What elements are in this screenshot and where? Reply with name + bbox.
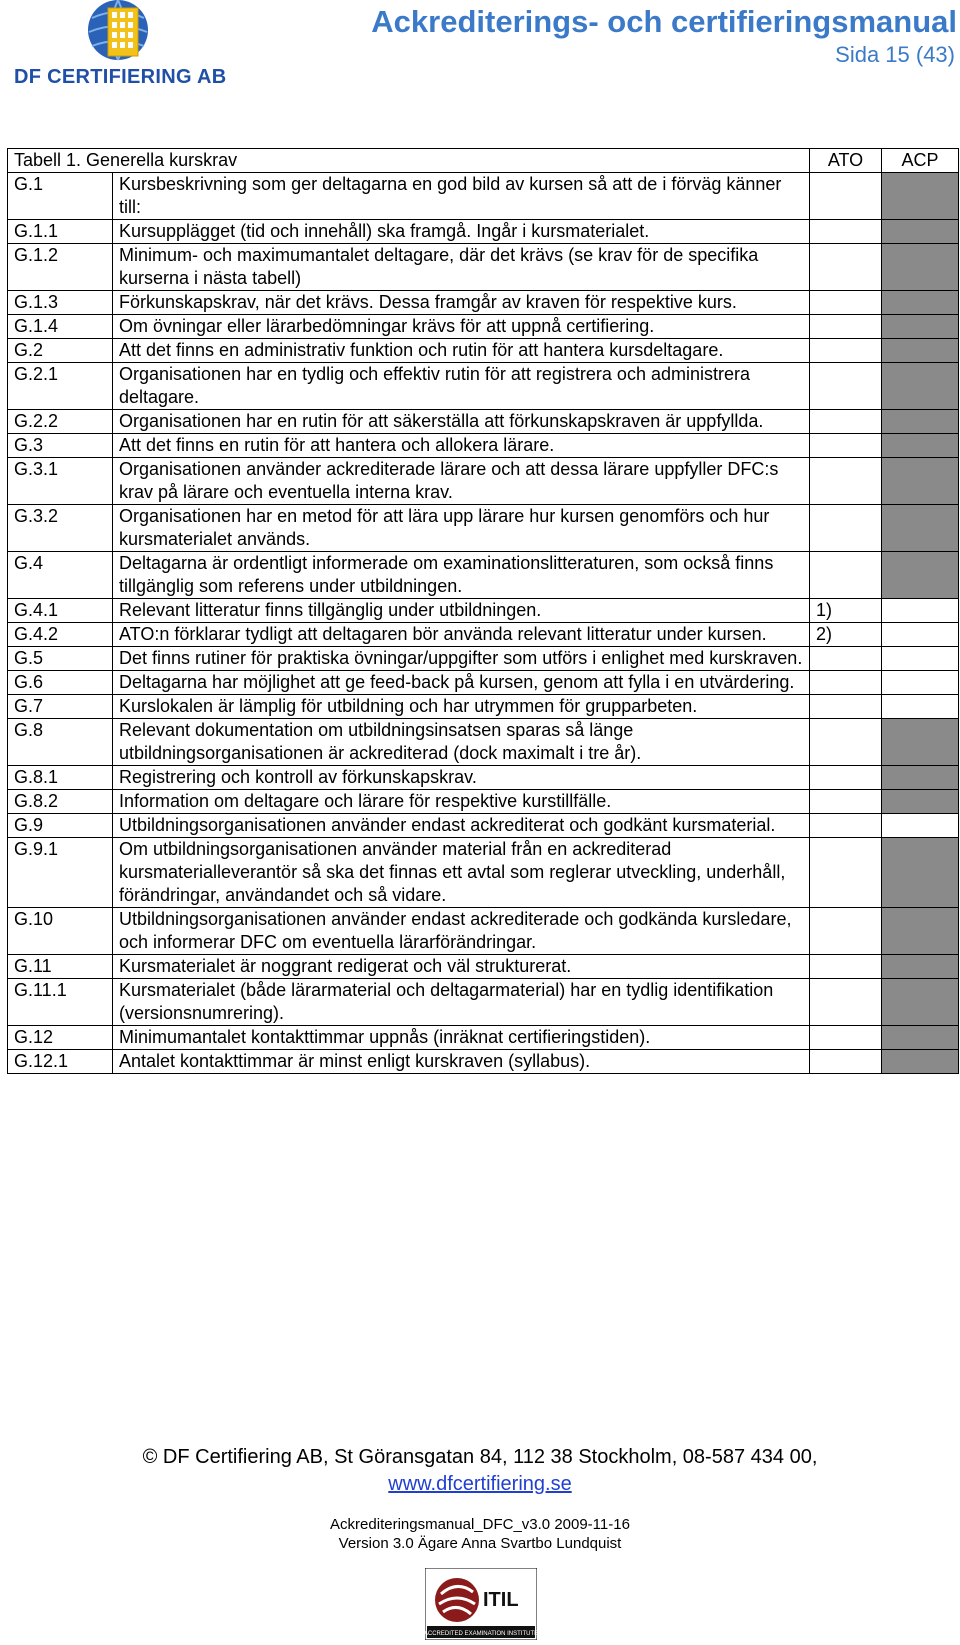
table-row: [8, 790, 959, 814]
ato-cell: [810, 695, 882, 719]
requirement-text: Organisationen har en rutin för att säkerställa att förkunskapskraven är uppfyllda.: [113, 410, 810, 434]
acp-cell: [882, 671, 959, 695]
requirement-text: Utbildningsorganisationen använder endast ackrediterat och godkänt kursmaterial.: [113, 814, 810, 838]
ato-cell: [810, 979, 882, 1026]
table-row: [8, 814, 959, 838]
requirement-text: Organisationen har en metod för att lära upp lärare hur kursen genomförs och hur kursmaterialet används.: [113, 505, 810, 552]
table-row: [8, 908, 959, 955]
acp-cell: [882, 410, 959, 434]
ato-cell: [810, 908, 882, 955]
ato-cell: [810, 671, 882, 695]
ato-cell: [810, 766, 882, 790]
table-row: [8, 719, 959, 766]
requirement-code: G.2.1: [8, 363, 113, 410]
requirement-text: Om utbildningsorganisationen använder material från en ackrediterad kursmaterialleverantör så ska det finnas ett avtal som reglerar utveckling, underhåll, förändringar, användandet och så vidare.: [113, 838, 810, 908]
ato-cell: [810, 244, 882, 291]
table-row: [8, 1050, 959, 1074]
acp-cell: [882, 623, 959, 647]
column-header-ato: ATO: [810, 149, 882, 173]
requirement-code: G.1.3: [8, 291, 113, 315]
requirement-code: G.8: [8, 719, 113, 766]
requirement-code: G.2: [8, 339, 113, 363]
table-row: [8, 671, 959, 695]
footer-address: © DF Certifiering AB, St Göransgatan 84, 112 38 Stockholm, 08-587 434 00,: [142, 1446, 818, 1468]
acp-cell: [882, 505, 959, 552]
table-row: [8, 623, 959, 647]
acp-cell: [882, 291, 959, 315]
requirement-code: G.1.1: [8, 220, 113, 244]
ato-cell: [810, 363, 882, 410]
ato-cell: [810, 315, 882, 339]
acp-cell: [882, 838, 959, 908]
requirement-code: G.11: [8, 955, 113, 979]
acp-cell: [882, 220, 959, 244]
table-row: [8, 505, 959, 552]
requirements-table: [7, 148, 959, 1074]
ato-cell: [810, 173, 882, 220]
acp-cell: [882, 599, 959, 623]
table-row: [8, 838, 959, 908]
acp-cell: [882, 244, 959, 291]
requirement-code: G.10: [8, 908, 113, 955]
ato-cell: [810, 552, 882, 599]
requirement-code: G.9: [8, 814, 113, 838]
table-row: [8, 363, 959, 410]
acp-cell: [882, 955, 959, 979]
requirement-text: Om övningar eller lärarbedömningar krävs för att uppnå certifiering.: [113, 315, 810, 339]
requirement-code: G.11.1: [8, 979, 113, 1026]
ato-cell: [810, 458, 882, 505]
requirement-code: G.5: [8, 647, 113, 671]
requirement-text: Minimum- och maximumantalet deltagare, där det krävs (se krav för de specifika kurserna i nästa tabell): [113, 244, 810, 291]
itil-swirl-icon: [435, 1578, 479, 1622]
requirement-text: Antalet kontakttimmar är minst enligt kurskraven (syllabus).: [113, 1050, 810, 1074]
requirement-text: Kurslokalen är lämplig för utbildning och har utrymmen för grupparbeten.: [113, 695, 810, 719]
table-row: [8, 647, 959, 671]
table-row: [8, 339, 959, 363]
requirement-code: G.12: [8, 1026, 113, 1050]
ato-cell: 2): [810, 623, 882, 647]
itil-subtext: ACCREDITED EXAMINATION INSTITUTE: [425, 1631, 537, 1637]
page-number: Sida 15 (43): [835, 42, 955, 67]
table-row: [8, 315, 959, 339]
column-header-acp: ACP: [882, 149, 959, 173]
ato-cell: [810, 434, 882, 458]
acp-cell: [882, 315, 959, 339]
requirement-code: G.8.2: [8, 790, 113, 814]
acp-cell: [882, 790, 959, 814]
requirement-text: ATO:n förklarar tydligt att deltagaren bör använda relevant litteratur under kursen.: [113, 623, 810, 647]
requirement-code: G.3.2: [8, 505, 113, 552]
table-caption: Tabell 1. Generella kurskrav: [8, 149, 810, 173]
ato-cell: [810, 410, 882, 434]
acp-cell: [882, 766, 959, 790]
ato-cell: [810, 838, 882, 908]
acp-cell: [882, 1050, 959, 1074]
table-row: [8, 220, 959, 244]
acp-cell: [882, 1026, 959, 1050]
acp-cell: [882, 647, 959, 671]
requirement-code: G.3: [8, 434, 113, 458]
requirement-text: Förkunskapskrav, när det krävs. Dessa framgår av kraven för respektive kurs.: [113, 291, 810, 315]
requirement-text: Organisationen använder ackrediterade lärare och att dessa lärare uppfyller DFC:s krav på lärare och eventuella interna krav.: [113, 458, 810, 505]
acp-cell: [882, 458, 959, 505]
table-row: [8, 955, 959, 979]
table-row: [8, 458, 959, 505]
requirement-text: Det finns rutiner för praktiska övningar/uppgifter som utförs i enlighet med kurskraven.: [113, 647, 810, 671]
acp-cell: [882, 719, 959, 766]
ato-cell: [810, 955, 882, 979]
requirement-code: G.7: [8, 695, 113, 719]
ato-cell: [810, 647, 882, 671]
requirement-code: G.12.1: [8, 1050, 113, 1074]
ato-cell: [810, 339, 882, 363]
table-row: [8, 291, 959, 315]
table-row: [8, 979, 959, 1026]
requirement-code: G.3.1: [8, 458, 113, 505]
requirement-code: G.1.2: [8, 244, 113, 291]
itil-badge: [425, 1568, 537, 1640]
requirement-code: G.4.2: [8, 623, 113, 647]
table-row: [8, 695, 959, 719]
table-row: [8, 173, 959, 220]
table-header-row: [8, 149, 959, 173]
ato-cell: [810, 719, 882, 766]
ato-cell: [810, 1050, 882, 1074]
requirement-text: Deltagarna har möjlighet att ge feed-back på kursen, genom att fylla i en utvärdering.: [113, 671, 810, 695]
requirement-text: Kursmaterialet är noggrant redigerat och väl strukturerat.: [113, 955, 810, 979]
acp-cell: [882, 695, 959, 719]
ato-cell: [810, 1026, 882, 1050]
company-logo: [14, 0, 234, 95]
acp-cell: [882, 339, 959, 363]
table-row: [8, 766, 959, 790]
footer-website-link[interactable]: www.dfcertifiering.se: [388, 1473, 572, 1495]
table-row: [8, 410, 959, 434]
requirement-text: Relevant dokumentation om utbildningsinsatsen sparas så länge utbildningsorganisationen är ackrediterad (dock maximalt i tre år).: [113, 719, 810, 766]
acp-cell: [882, 814, 959, 838]
requirement-text: Kursmaterialet (både lärarmaterial och deltagarmaterial) har en tydlig identifikation (versionsnumrering).: [113, 979, 810, 1026]
requirement-text: Att det finns en rutin för att hantera och allokera lärare.: [113, 434, 810, 458]
requirement-text: Organisationen har en tydlig och effektiv rutin för att registrera och administrera deltagare.: [113, 363, 810, 410]
acp-cell: [882, 363, 959, 410]
requirement-code: G.1.4: [8, 315, 113, 339]
requirements-table-body: [8, 149, 959, 1074]
company-name: DF CERTIFIERING AB: [14, 66, 227, 88]
acp-cell: [882, 979, 959, 1026]
footer-version: Version 3.0 Ägare Anna Svartbo Lundquist: [338, 1535, 622, 1552]
requirement-code: G.8.1: [8, 766, 113, 790]
requirement-text: Minimumantalet kontakttimmar uppnås (inräknat certifieringstiden).: [113, 1026, 810, 1050]
requirement-text: Att det finns en administrativ funktion och rutin för att hantera kursdeltagare.: [113, 339, 810, 363]
requirement-code: G.4.1: [8, 599, 113, 623]
requirement-text: Registrering och kontroll av förkunskapskrav.: [113, 766, 810, 790]
itil-text: ITIL: [483, 1589, 519, 1611]
document-title: Ackrediterings- och certifieringsmanual: [371, 4, 957, 39]
table-row: [8, 1026, 959, 1050]
ato-cell: [810, 505, 882, 552]
requirement-code: G.2.2: [8, 410, 113, 434]
ato-cell: [810, 220, 882, 244]
ato-cell: 1): [810, 599, 882, 623]
requirement-code: G.9.1: [8, 838, 113, 908]
requirement-text: Utbildningsorganisationen använder endast ackrediterade och godkända kursledare, och informerar DFC om eventuella lärarförändringar.: [113, 908, 810, 955]
table-row: [8, 244, 959, 291]
requirement-code: G.6: [8, 671, 113, 695]
ato-cell: [810, 814, 882, 838]
footer-doc-id: Ackrediteringsmanual_DFC_v3.0 2009-11-16: [330, 1516, 630, 1533]
ato-cell: [810, 291, 882, 315]
acp-cell: [882, 908, 959, 955]
requirement-text: Kursbeskrivning som ger deltagarna en god bild av kursen så att de i förväg känner till:: [113, 173, 810, 220]
acp-cell: [882, 434, 959, 458]
requirement-code: G.4: [8, 552, 113, 599]
table-row: [8, 552, 959, 599]
table-row: [8, 434, 959, 458]
table-row: [8, 599, 959, 623]
acp-cell: [882, 173, 959, 220]
requirement-text: Information om deltagare och lärare för respektive kurstillfälle.: [113, 790, 810, 814]
requirement-text: Relevant litteratur finns tillgänglig under utbildningen.: [113, 599, 810, 623]
acp-cell: [882, 552, 959, 599]
requirement-text: Kursupplägget (tid och innehåll) ska framgå. Ingår i kursmaterialet.: [113, 220, 810, 244]
ato-cell: [810, 790, 882, 814]
requirement-code: G.1: [8, 173, 113, 220]
requirement-text: Deltagarna är ordentligt informerade om examinationslitteraturen, som också finns tillgänglig som referens under utbildningen.: [113, 552, 810, 599]
